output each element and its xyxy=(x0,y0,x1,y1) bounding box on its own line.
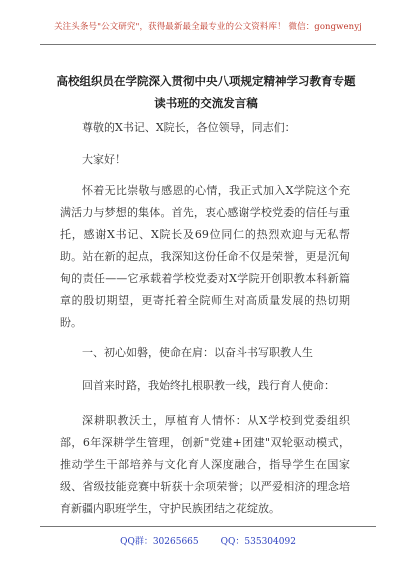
footer-qq-group: QQ群：30265665 xyxy=(120,537,199,547)
detail-paragraph: 深耕职教沃土，厚植育人情怀：从X学校到党委组织部，6年深耕学生管理，创新"党建+团建"双轮驱动模式，推动学生干部培养与文化育人深度融合，指导学生在国家级、省级技能竞赛中斩获十余项荣誉；以严爱相济的理念培育新疆内职班学生，守护民族团结之花绽放。 xyxy=(60,414,350,515)
footer-divider xyxy=(40,526,376,527)
footer-contact xyxy=(40,534,376,547)
greeting-paragraph: 大家好！ xyxy=(82,153,126,166)
document-title: 高校组织员在学院深入贯彻中央八项规定精神学习教育专题读书班的交流发言稿 xyxy=(56,74,356,110)
header-banner: 关注头条号"公文研究"，获得最新最全最专业的公文资料库！ 微信：gongwenyj xyxy=(54,22,362,32)
header-divider xyxy=(40,44,376,45)
intro-paragraph: 怀着无比崇敬与感恩的心情，我正式加入X学院这个充满活力与梦想的集体。首先，衷心感谢学校党委的信任与重托，感谢X书记、X院长及69位同仁的热烈欢迎与无私帮助。站在新的起点，我深知这份任命不仅是荣誉，更是沉甸甸的责任——它承载着学校党委对X学院开创职教本科新篇章的殷切期望，更寄托着全院师生对高质量发展的热切期盼。 xyxy=(60,184,350,329)
recall-paragraph: 回首来时路，我始终扎根职教一线，践行育人使命： xyxy=(82,379,335,392)
footer-qq-number: QQ：535304092 xyxy=(220,537,296,547)
section-heading: 一、初心如磐，使命在肩：以奋斗书写职教人生 xyxy=(82,346,313,359)
salutation-paragraph: 尊敬的X书记、X院长，各位领导，同志们： xyxy=(82,121,296,134)
